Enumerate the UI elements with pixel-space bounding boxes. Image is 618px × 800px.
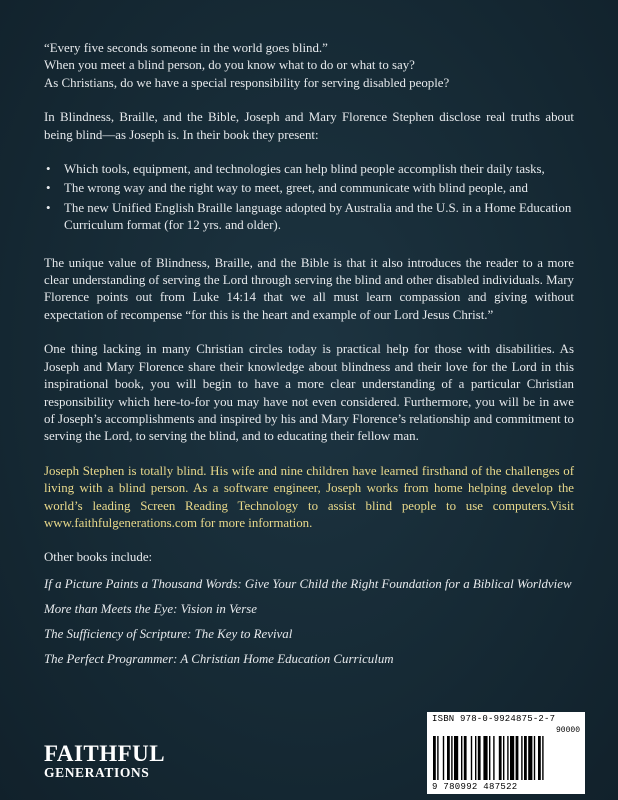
logo-line-2: GENERATIONS [44, 765, 150, 780]
book-summary-paragraph: In Blindness, Braille, and the Bible, Joseph and Mary Florence Stephen disclose real truths about being blind—as Joseph is. In their book they present: [44, 110, 574, 142]
intro-block [44, 40, 574, 92]
author-bio-paragraph: Joseph Stephen is totally blind. His wife and nine children have learned firsthand of the challenges of living with a blind person. As a software engineer, Joseph works from home helping develop the world’s leading Screen Reading Technology to assist blind people to use computers.Visit www.faithfulgenerations.com for more information. [44, 463, 574, 530]
intro-line-2: When you meet a blind person, do you know what to do or what to say? [44, 58, 415, 73]
list-item: • Which tools, equipment, and technologies can help blind people accomplish their daily tasks, [64, 161, 574, 178]
list-item: • The new Unified English Braille language adopted by Australia and the U.S. in a Home Education Curriculum format (for 12 yrs. and older). [64, 200, 574, 235]
publisher-logo [44, 742, 174, 780]
intro-line-3: As Christians, do we have a special responsibility for serving disabled people? [44, 75, 450, 90]
other-books-heading: Other books include: [44, 550, 153, 565]
topics-list [44, 161, 574, 235]
other-books-list [44, 575, 574, 669]
back-cover-text [44, 40, 574, 675]
book-title: The Sufficiency of Scripture: The Key to Revival [44, 626, 293, 641]
list-item: • The wrong way and the right way to meet, greet, and communicate with blind people, and [64, 180, 574, 197]
isbn-text: ISBN 978-0-9924875-2-7 [432, 714, 556, 724]
isbn-barcode [427, 712, 585, 794]
book-title: More than Meets the Eye: Vision in Verse [44, 601, 257, 616]
barcode-number: 9 780992 487522 [432, 782, 518, 792]
price-code: 90000 [555, 726, 580, 735]
book-title: If a Picture Paints a Thousand Words: Give Your Child the Right Foundation for a Biblical Worldview [44, 576, 572, 591]
intro-line-1: “Every five seconds someone in the world goes blind.” [44, 41, 328, 55]
logo-line-1: FAITHFUL [44, 741, 166, 766]
book-title: The Perfect Programmer: A Christian Home Education Curriculum [44, 651, 394, 666]
barcode-bars-icon [433, 736, 579, 780]
unique-value-paragraph: The unique value of Blindness, Braille, and the Bible is that it also introduces the reader to a more clear understanding of serving the Lord through serving the blind and other disabled individuals. Mary Florence points out from Luke 14:14 that we all must learn compassion and giving without expectation of recompense “for this is the heart and example of our Lord Jesus Christ.” [44, 255, 574, 322]
practical-help-paragraph: One thing lacking in many Christian circles today is practical help for those with disabilities. As Joseph and Mary Florence share their knowledge about blindness and their love for the Lord in this inspirational book, you will begin to have a more clear understanding of a particular Christian responsibility which here-to-for you may have not even considered. Furthermore, you will be in awe of Joseph’s accomplishments and inspired by his and Mary Florence’s relationship and commitment to serving the Lord, to serving the blind, and to educating their fellow man. [44, 342, 574, 444]
